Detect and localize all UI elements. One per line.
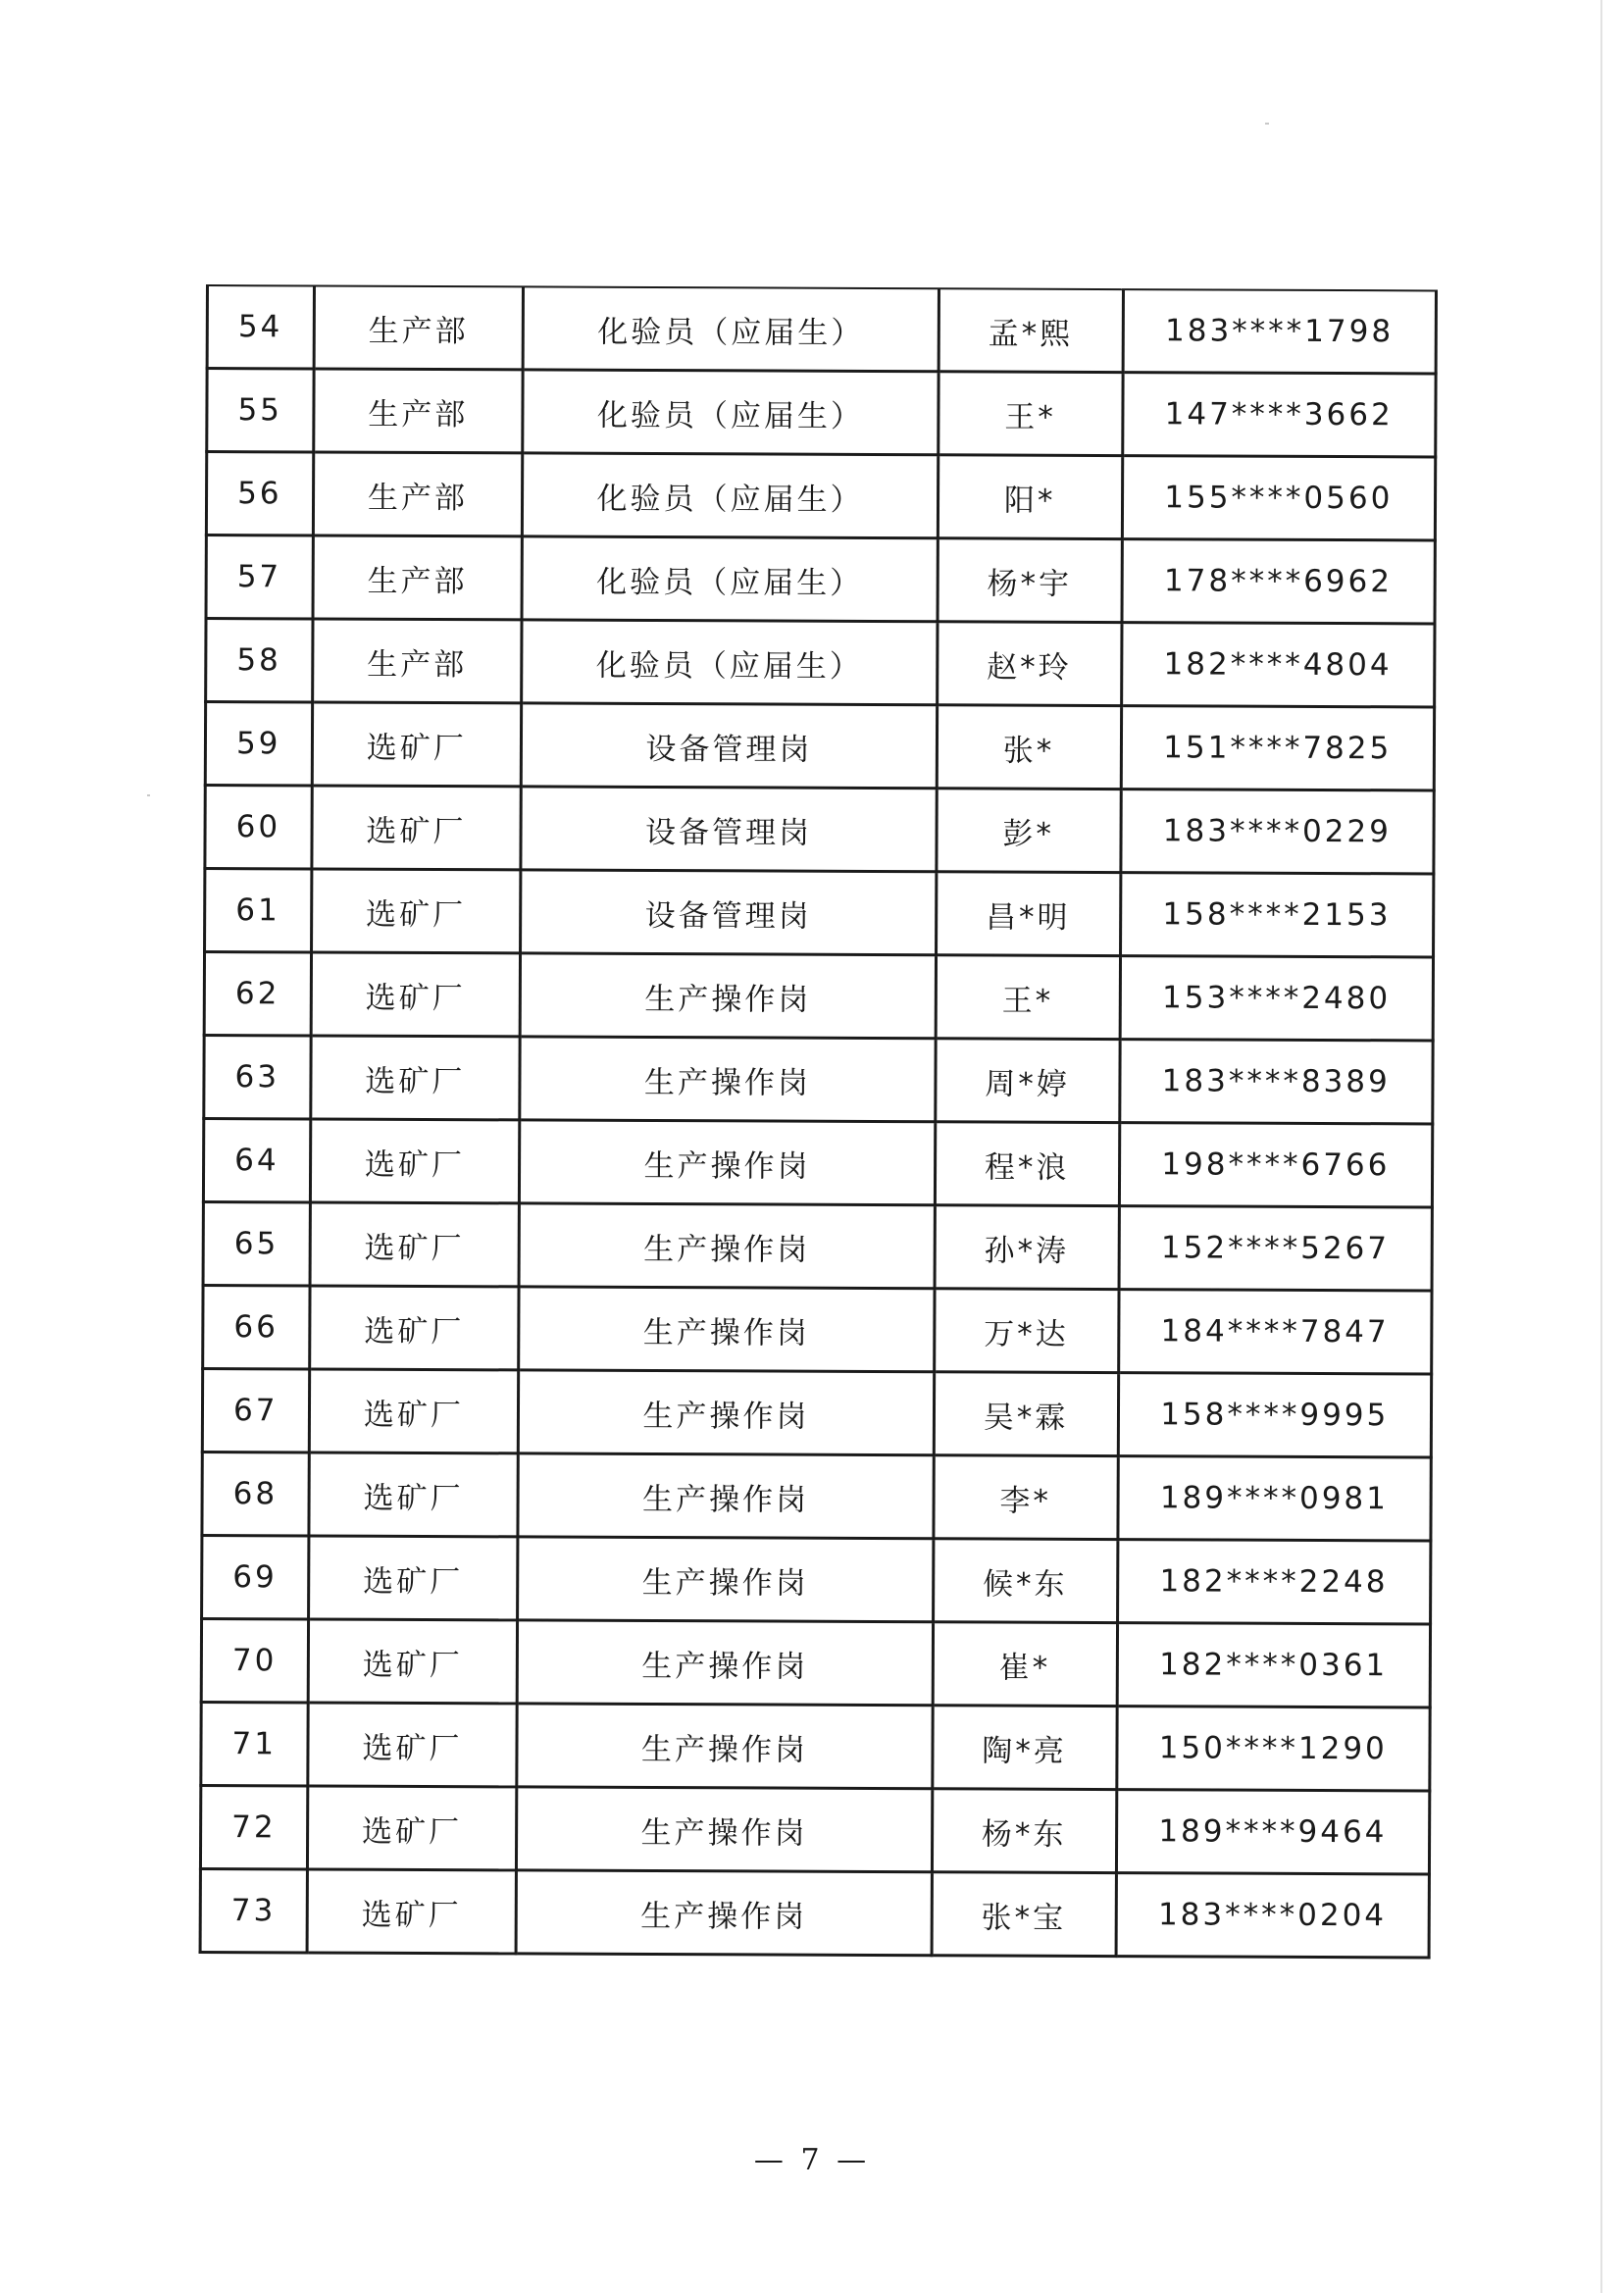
row-phone: 153****2480 bbox=[1120, 956, 1434, 1041]
row-phone: 178****6962 bbox=[1122, 539, 1436, 624]
row-position: 生产操作岗 bbox=[517, 1787, 933, 1872]
row-name: 杨*宇 bbox=[938, 538, 1122, 623]
row-department: 生产部 bbox=[313, 535, 523, 620]
row-position: 生产操作岗 bbox=[520, 1120, 936, 1205]
table-row bbox=[201, 1618, 1430, 1707]
row-name: 王* bbox=[938, 372, 1122, 456]
row-index: 60 bbox=[205, 786, 312, 869]
row-position: 化验员（应届生） bbox=[522, 536, 938, 622]
row-phone: 158****2153 bbox=[1120, 873, 1434, 957]
table-row bbox=[203, 1118, 1432, 1206]
row-position: 生产操作岗 bbox=[518, 1453, 934, 1539]
row-phone: 183****0204 bbox=[1116, 1873, 1430, 1958]
row-position: 设备管理岗 bbox=[522, 703, 938, 789]
row-index: 72 bbox=[200, 1785, 307, 1868]
roster-table bbox=[199, 284, 1438, 1959]
row-phone: 184****7847 bbox=[1118, 1290, 1432, 1374]
row-position: 生产操作岗 bbox=[520, 1037, 936, 1122]
row-name: 候*东 bbox=[933, 1539, 1117, 1623]
table-row bbox=[204, 952, 1433, 1041]
row-department: 选矿厂 bbox=[307, 1703, 517, 1787]
row-department: 选矿厂 bbox=[311, 952, 521, 1037]
row-name: 陶*亮 bbox=[932, 1706, 1116, 1790]
row-name: 王* bbox=[936, 955, 1120, 1040]
table-row bbox=[203, 1201, 1432, 1290]
row-department: 选矿厂 bbox=[309, 1286, 519, 1370]
row-phone: 182****2248 bbox=[1117, 1540, 1431, 1624]
row-index: 71 bbox=[201, 1702, 308, 1785]
table-row bbox=[203, 1285, 1432, 1373]
row-position: 生产操作岗 bbox=[518, 1537, 934, 1622]
row-position: 生产操作岗 bbox=[517, 1704, 933, 1789]
row-name: 崔* bbox=[933, 1622, 1117, 1707]
row-index: 54 bbox=[207, 285, 314, 369]
row-name: 张* bbox=[937, 705, 1121, 790]
table-row bbox=[205, 869, 1434, 957]
row-name: 孟*熙 bbox=[939, 288, 1123, 372]
row-position: 化验员（应届生） bbox=[523, 286, 939, 371]
row-name: 李* bbox=[934, 1455, 1118, 1540]
scan-speck bbox=[147, 794, 150, 796]
row-name: 阳* bbox=[938, 455, 1122, 539]
table-row bbox=[202, 1535, 1431, 1623]
row-phone: 158****9995 bbox=[1118, 1373, 1432, 1457]
row-index: 59 bbox=[205, 702, 312, 786]
table-row bbox=[206, 535, 1435, 624]
row-index: 58 bbox=[206, 619, 313, 702]
row-index: 68 bbox=[202, 1452, 309, 1535]
row-name: 昌*明 bbox=[936, 872, 1120, 956]
row-department: 选矿厂 bbox=[310, 1119, 520, 1203]
row-position: 生产操作岗 bbox=[520, 953, 936, 1039]
row-department: 选矿厂 bbox=[308, 1536, 518, 1620]
row-name: 孙*涛 bbox=[935, 1205, 1119, 1290]
table-row bbox=[200, 1785, 1429, 1873]
row-department: 选矿厂 bbox=[307, 1869, 517, 1954]
row-department: 选矿厂 bbox=[309, 1369, 519, 1453]
row-position: 生产操作岗 bbox=[517, 1620, 933, 1706]
row-index: 61 bbox=[205, 869, 312, 952]
scan-edge-mark bbox=[1600, 0, 1602, 2293]
row-position: 化验员（应届生） bbox=[523, 370, 939, 455]
table-row bbox=[205, 786, 1434, 874]
row-position: 生产操作岗 bbox=[519, 1370, 935, 1455]
row-position: 化验员（应届生） bbox=[523, 453, 939, 538]
table-row bbox=[201, 1702, 1430, 1790]
table-row bbox=[207, 369, 1436, 457]
row-department: 选矿厂 bbox=[307, 1786, 517, 1870]
row-index: 56 bbox=[206, 452, 313, 535]
row-position: 化验员（应届生） bbox=[522, 620, 938, 705]
row-phone: 155****0560 bbox=[1122, 456, 1436, 540]
row-index: 55 bbox=[207, 369, 314, 452]
row-index: 64 bbox=[203, 1118, 310, 1201]
row-name: 万*达 bbox=[934, 1289, 1118, 1373]
row-position: 生产操作岗 bbox=[519, 1203, 935, 1289]
row-index: 69 bbox=[202, 1535, 309, 1618]
row-department: 选矿厂 bbox=[310, 1202, 520, 1287]
row-index: 65 bbox=[203, 1201, 310, 1285]
row-name: 吴*霖 bbox=[934, 1372, 1118, 1456]
row-name: 赵*玲 bbox=[937, 622, 1121, 706]
row-position: 生产操作岗 bbox=[516, 1870, 932, 1956]
row-department: 选矿厂 bbox=[308, 1452, 518, 1537]
row-phone: 152****5267 bbox=[1119, 1206, 1433, 1291]
row-department: 选矿厂 bbox=[308, 1619, 518, 1704]
row-phone: 198****6766 bbox=[1119, 1123, 1433, 1207]
row-phone: 182****4804 bbox=[1121, 623, 1435, 707]
table-row bbox=[206, 452, 1435, 540]
table-row bbox=[202, 1452, 1431, 1540]
page-number: — 7 — bbox=[753, 2143, 871, 2177]
roster-table-body bbox=[200, 285, 1436, 1958]
row-department: 生产部 bbox=[312, 619, 522, 703]
table-row bbox=[200, 1868, 1429, 1957]
row-phone: 183****8389 bbox=[1119, 1040, 1433, 1124]
row-phone: 183****0229 bbox=[1120, 790, 1434, 874]
row-phone: 183****1798 bbox=[1123, 289, 1437, 374]
row-position: 设备管理岗 bbox=[521, 870, 937, 955]
table-row bbox=[207, 285, 1436, 374]
table-row bbox=[204, 1035, 1433, 1123]
row-index: 66 bbox=[203, 1285, 310, 1368]
row-name: 杨*东 bbox=[932, 1789, 1116, 1873]
row-phone: 147****3662 bbox=[1122, 373, 1436, 457]
row-index: 67 bbox=[202, 1368, 309, 1452]
row-department: 选矿厂 bbox=[310, 1036, 520, 1120]
row-name: 彭* bbox=[937, 789, 1121, 873]
row-position: 设备管理岗 bbox=[521, 787, 937, 872]
row-index: 57 bbox=[206, 535, 313, 619]
row-phone: 189****0981 bbox=[1117, 1456, 1431, 1541]
row-index: 62 bbox=[204, 952, 311, 1036]
row-name: 周*婷 bbox=[935, 1039, 1119, 1123]
row-name: 张*宝 bbox=[932, 1872, 1116, 1957]
row-department: 选矿厂 bbox=[312, 702, 522, 787]
row-department: 生产部 bbox=[314, 285, 524, 369]
row-index: 73 bbox=[200, 1868, 307, 1952]
table-row bbox=[205, 702, 1434, 790]
row-index: 70 bbox=[201, 1618, 308, 1702]
row-department: 选矿厂 bbox=[311, 869, 521, 953]
row-department: 生产部 bbox=[313, 369, 523, 453]
row-position: 生产操作岗 bbox=[519, 1287, 935, 1372]
scan-speck bbox=[1265, 123, 1269, 125]
row-phone: 150****1290 bbox=[1116, 1707, 1430, 1791]
row-name: 程*浪 bbox=[935, 1122, 1119, 1206]
row-phone: 151****7825 bbox=[1121, 706, 1435, 790]
row-index: 63 bbox=[204, 1035, 311, 1118]
table-row bbox=[206, 619, 1435, 707]
row-department: 选矿厂 bbox=[311, 786, 521, 870]
row-department: 生产部 bbox=[313, 452, 523, 536]
table-row bbox=[202, 1368, 1431, 1456]
row-phone: 182****0361 bbox=[1117, 1623, 1431, 1707]
row-phone: 189****9464 bbox=[1116, 1790, 1430, 1874]
